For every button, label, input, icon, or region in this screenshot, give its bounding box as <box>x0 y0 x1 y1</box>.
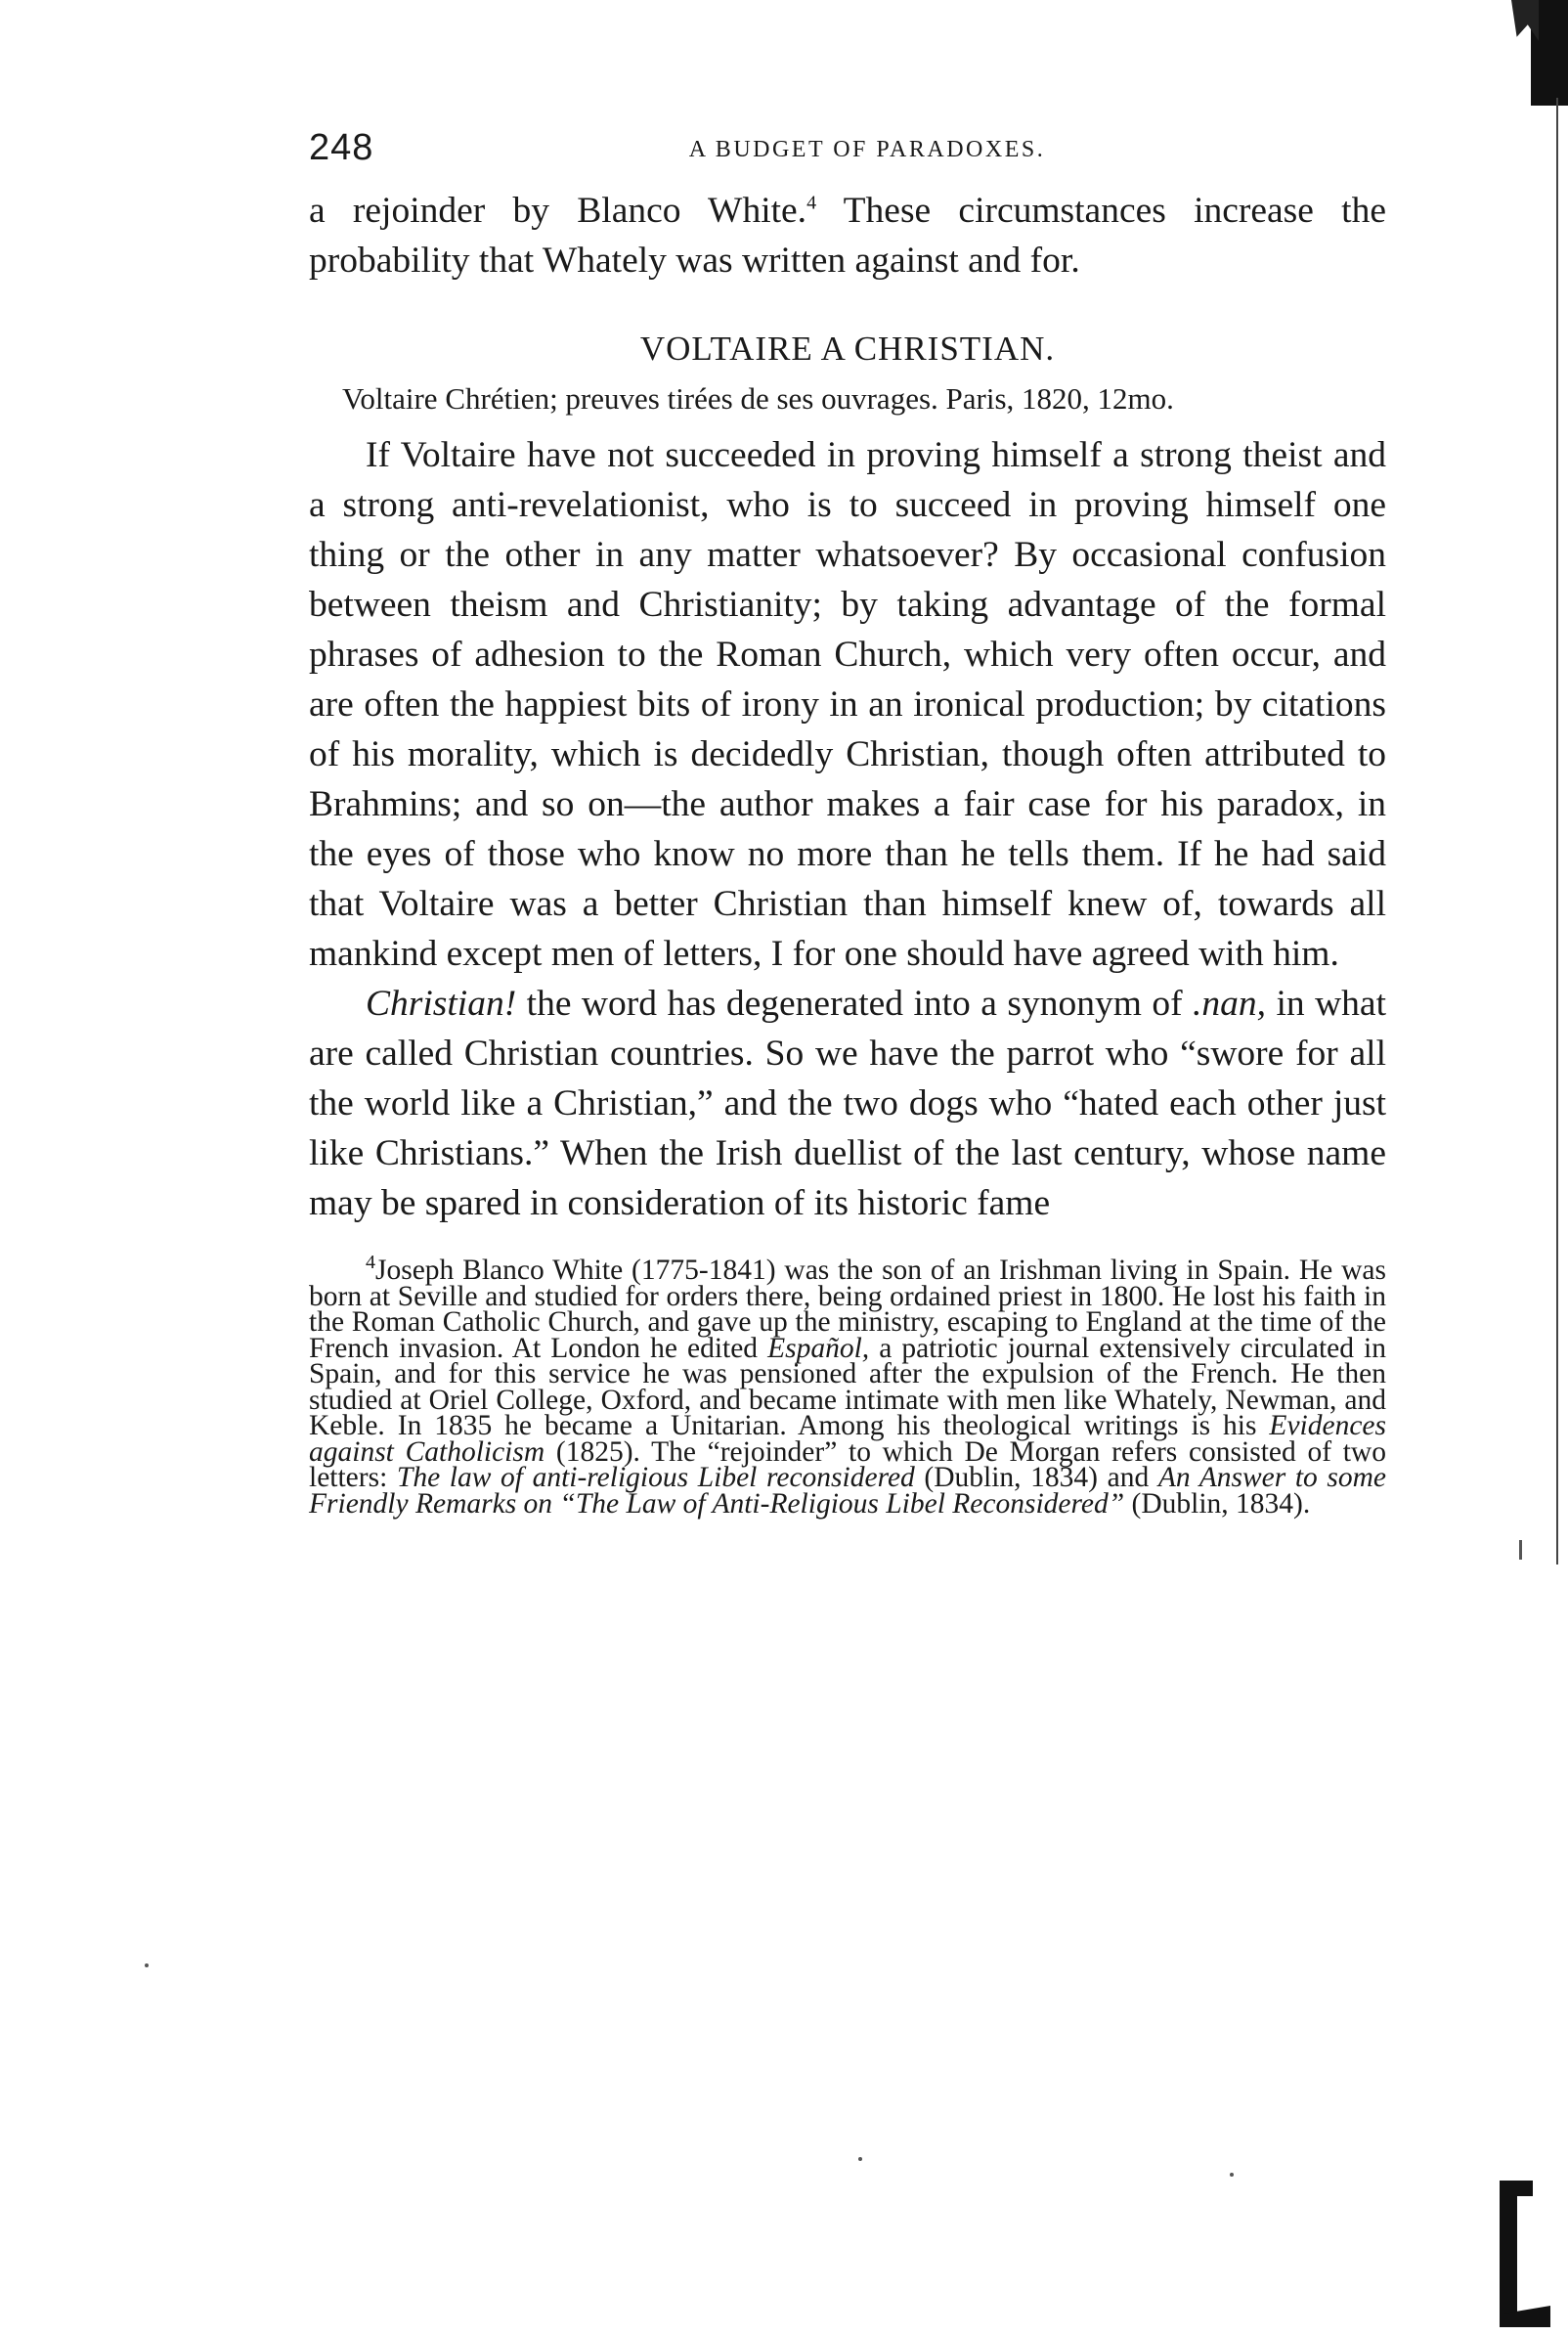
footnote-segment: (Dublin, 1834). <box>1124 1487 1311 1520</box>
scan-edge-artifact-bottom <box>1500 2181 1550 2327</box>
footnote-segment: Joseph Blanco White (1775-1841) was the son of an Irishman living in Spain. He was born at Seville and studied for orders there, being ordained priest in 1800. He lost his faith in the Roman Catholic Church, and gave up the ministry, escaping to England at the time of the French invasion. At London he edited <box>309 1255 1386 1364</box>
scan-edge-artifact-nib <box>1511 0 1539 41</box>
footnote-segment: (1825). The “rejoinder” to which De Morgan refers consisted of two letters: <box>309 1435 1386 1493</box>
page-number: 248 <box>309 127 374 168</box>
footnote-segment: a patriotic journal extensively circulated in Spain, and for this service he was pensioned after the expulsion of the French. He then studied at Oriel College, Oxford, and became intimate with men like Whately, Newman, and Keble. In 1835 he became a Unitarian. Among his theological writings is his <box>309 1332 1386 1441</box>
paragraph-1: If Voltaire have not succeeded in proving himself a strong theist and a strong anti-revelationist, who is to succeed in proving himself one thing or the other in any matter whatsoever? By occasional confusion between theism and Christianity; by taking advantage of the formal phrases of adhesion to the Roman Church, which very often occur, and are often the happiest bits of irony in an ironical production; by citations of his morality, which is decidedly Christian, though often attributed to Brahmins; and so on—the author makes a fair case for his paradox, in the eyes of those who know no more than he tells them. If he had said that Voltaire was a better Christian than himself knew of, towards all mankind except men of letters, I for one should have agreed with him. <box>309 435 1386 974</box>
body-text <box>309 186 1386 1228</box>
opening-text: a rejoinder by Blanco White. <box>309 191 807 231</box>
footnote-segment: (Dublin, 1834) and <box>914 1462 1158 1493</box>
paragraph-2-text-2: in what are called Christian countries. So we have the parrot who “swore for all the world like a Christian,” and the two dogs who “hated each other just like Christians.” When the Irish duellist of the last century, whose name may be spared in consideration of its historic fame <box>309 984 1386 1223</box>
scan-speck <box>145 1963 149 1967</box>
opening-paragraph <box>309 186 1386 286</box>
running-title: A BUDGET OF PARADOXES. <box>688 137 1046 162</box>
section-citation: Voltaire Chrétien; preuves tirées de ses ouvrages. Paris, 1820, 12mo. <box>342 381 1174 416</box>
footnote-italic: Español, <box>767 1332 870 1364</box>
scan-speck <box>858 2157 862 2161</box>
paragraph-2-italic-1: Christian! <box>366 984 517 1024</box>
footnote-italic: Evidences against Catholicism <box>309 1410 1386 1468</box>
footnote-italic: An Answer to some Friendly Remarks on “The Law of Anti-Religious Libel Reconsidered” <box>309 1462 1387 1520</box>
paragraph-2 <box>309 979 1386 1228</box>
scan-speck <box>1230 2173 1234 2177</box>
scan-speck <box>1519 1540 1522 1560</box>
footnote <box>309 1252 1387 1520</box>
footnote-text <box>309 1252 1387 1520</box>
paragraph-2-text-1: the word has degenerated into a synonym of <box>516 984 1194 1024</box>
opening-text-continued: These circumstances increase the probability that Whately was written against and for. <box>309 191 1386 281</box>
scan-edge-line <box>1556 98 1558 1565</box>
book-page <box>309 127 1387 1520</box>
footnote-mark: 4 <box>366 1252 375 1274</box>
footnote-reference: 4 <box>806 192 817 214</box>
footnote-italic: The law of anti-religious Libel reconsidered <box>396 1462 915 1493</box>
paragraph-2-italic-2: .nan, <box>1193 984 1267 1024</box>
running-head <box>309 127 1386 186</box>
section-title: VOLTAIRE A CHRISTIAN. <box>639 330 1056 368</box>
